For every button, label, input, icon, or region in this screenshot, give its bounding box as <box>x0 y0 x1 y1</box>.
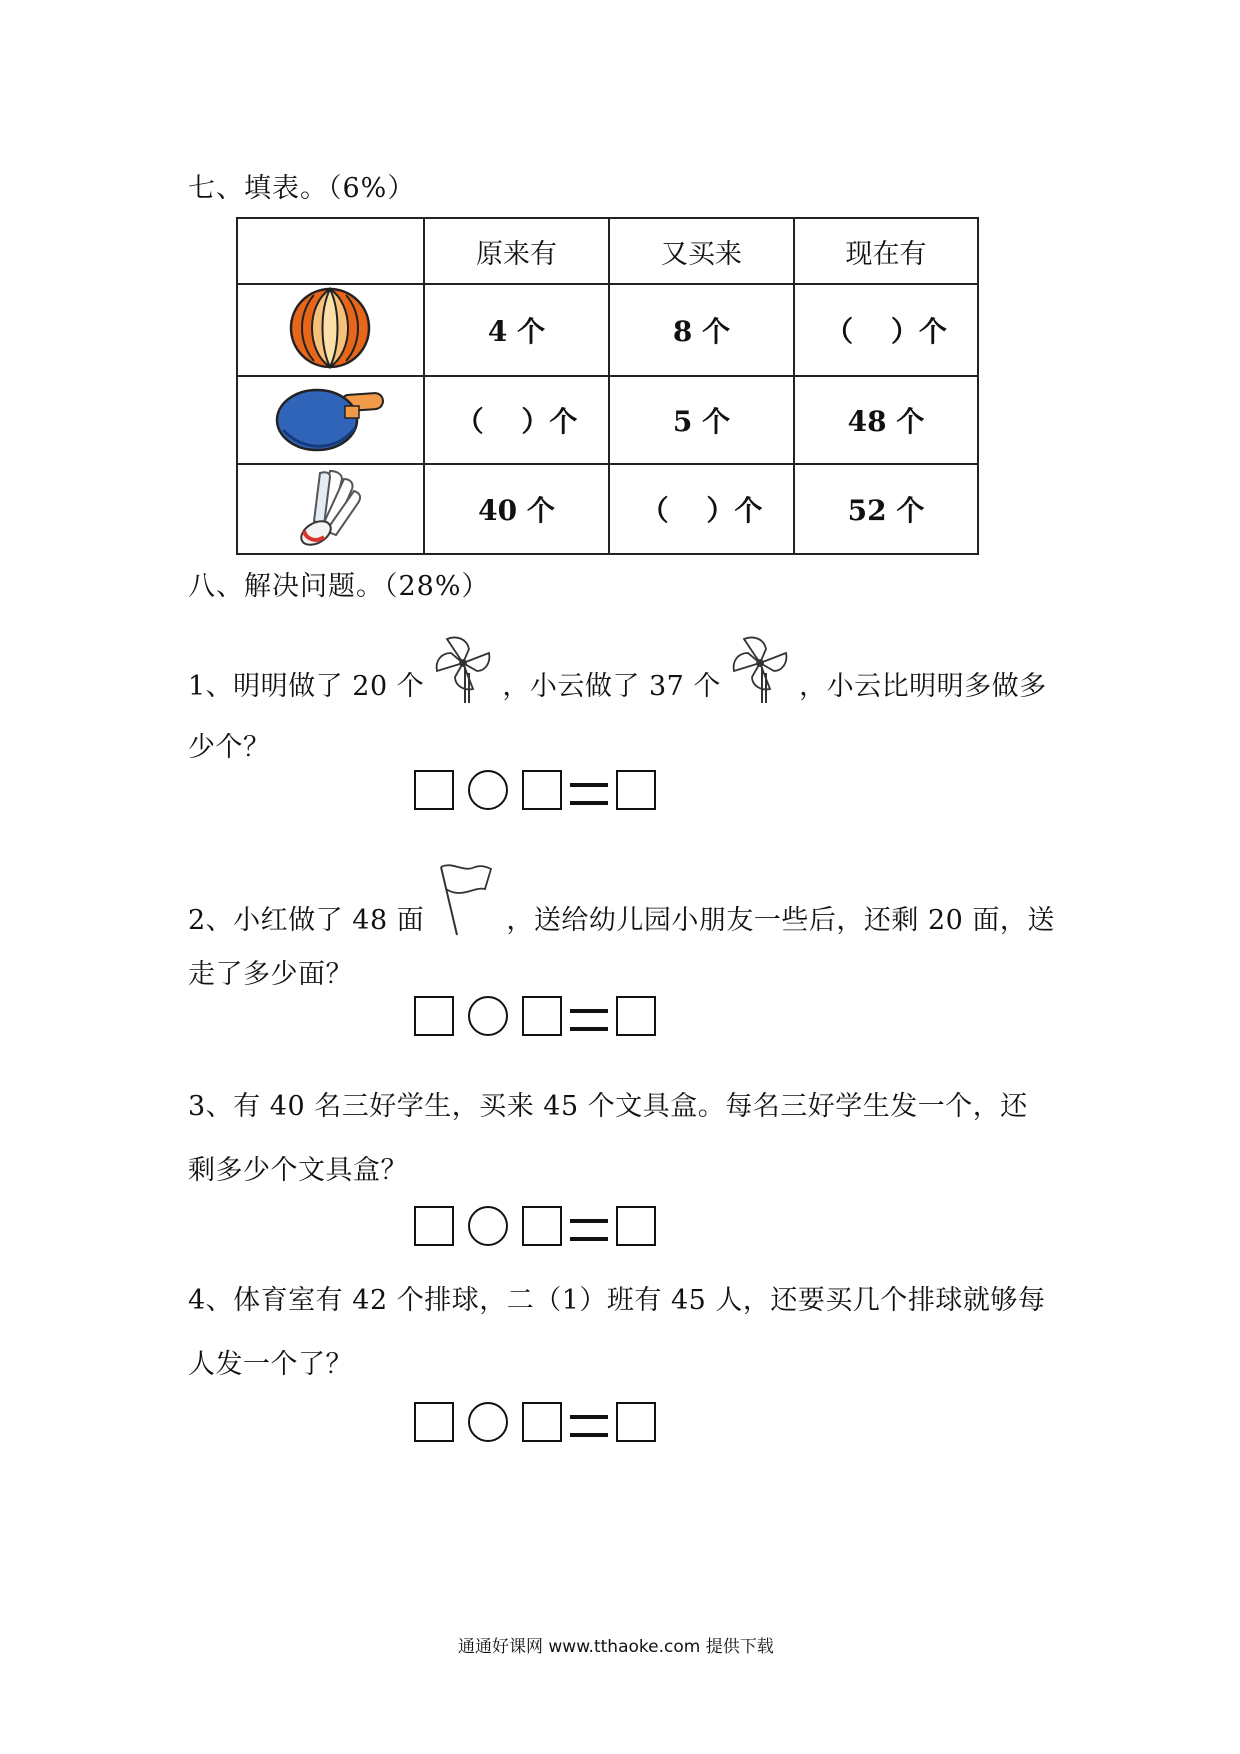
equation-box-row <box>414 1206 656 1246</box>
cell-shuttle-bought[interactable]: （ ）个 <box>609 464 794 554</box>
table-header-bought: 又买来 <box>609 218 794 284</box>
equation-box-row <box>414 770 656 810</box>
equation-box-row <box>414 996 656 1036</box>
result-box[interactable] <box>616 996 656 1036</box>
pinwheel-icon <box>433 633 493 705</box>
result-box[interactable] <box>616 1402 656 1442</box>
cell-paddle-original[interactable]: （ ）个 <box>424 376 609 464</box>
table-row <box>237 284 978 376</box>
question2-part1: 2、小红做了 48 面 <box>188 905 425 936</box>
equals-sign <box>570 1009 608 1031</box>
question1-line2: 少个？ <box>188 732 271 763</box>
question1-part3: ，小云比明明多做多 <box>799 671 1047 702</box>
answer-box[interactable] <box>522 996 562 1036</box>
table-header-row <box>237 218 978 284</box>
cell-ball-now[interactable]: （ ）个 <box>794 284 978 376</box>
answer-box[interactable] <box>522 1206 562 1246</box>
equals-sign <box>570 783 608 805</box>
result-box[interactable] <box>616 770 656 810</box>
question2-line1 <box>188 898 1055 937</box>
table-header-original: 原来有 <box>424 218 609 284</box>
cell-shuttle-original: 40 个 <box>424 464 609 554</box>
operator-circle[interactable] <box>468 1206 508 1246</box>
question2-part2: ，送给幼儿园小朋友一些后，还剩 20 面，送 <box>506 905 1055 936</box>
question2-line2: 走了多少面？ <box>188 959 353 990</box>
answer-box[interactable] <box>414 1206 454 1246</box>
question3-line2: 剩多少个文具盒？ <box>188 1155 408 1186</box>
cell-paddle-now: 48 个 <box>794 376 978 464</box>
basketball-cell <box>237 284 424 376</box>
answer-box[interactable] <box>414 770 454 810</box>
result-box[interactable] <box>616 1206 656 1246</box>
cell-ball-original: 4 个 <box>424 284 609 376</box>
question1-part2: ，小云做了 37 个 <box>502 671 721 702</box>
question3-line1: 3、有 40 名三好学生，买来 45 个文具盒。每名三好学生发一个，还 <box>188 1091 1028 1122</box>
question1-part1: 1、明明做了 20 个 <box>188 671 425 702</box>
answer-box[interactable] <box>414 996 454 1036</box>
equation-box-row <box>414 1402 656 1442</box>
ping-pong-paddle-icon <box>273 378 389 458</box>
cell-ball-bought: 8 个 <box>609 284 794 376</box>
shuttlecock-cell <box>237 464 424 554</box>
operator-circle[interactable] <box>468 770 508 810</box>
table-header-now: 现在有 <box>794 218 978 284</box>
pinwheel-icon <box>730 633 790 705</box>
answer-box[interactable] <box>414 1402 454 1442</box>
footer-text: 通通好课网 www.tthaoke.com 提供下载 <box>458 1637 774 1657</box>
answer-box[interactable] <box>522 1402 562 1442</box>
answer-box[interactable] <box>522 770 562 810</box>
cell-shuttle-now: 52 个 <box>794 464 978 554</box>
paddle-cell <box>237 376 424 464</box>
table-row <box>237 464 978 554</box>
equals-sign <box>570 1219 608 1241</box>
table-header-blank <box>237 218 424 284</box>
fill-table <box>236 217 979 555</box>
basketball-icon <box>286 285 376 371</box>
operator-circle[interactable] <box>468 1402 508 1442</box>
table-row <box>237 376 978 464</box>
flag-icon <box>433 859 497 937</box>
question1-line1 <box>188 664 1047 705</box>
operator-circle[interactable] <box>468 996 508 1036</box>
shuttlecock-icon <box>286 465 376 549</box>
cell-paddle-bought: 5 个 <box>609 376 794 464</box>
question4-line1: 4、体育室有 42 个排球，二（1）班有 45 人，还要买几个排球就够每 <box>188 1285 1046 1316</box>
question4-line2: 人发一个了？ <box>188 1349 353 1380</box>
section8-heading: 八、解决问题。（28%） <box>188 571 490 602</box>
equals-sign <box>570 1415 608 1437</box>
section7-heading: 七、填表。（6%） <box>188 173 416 204</box>
